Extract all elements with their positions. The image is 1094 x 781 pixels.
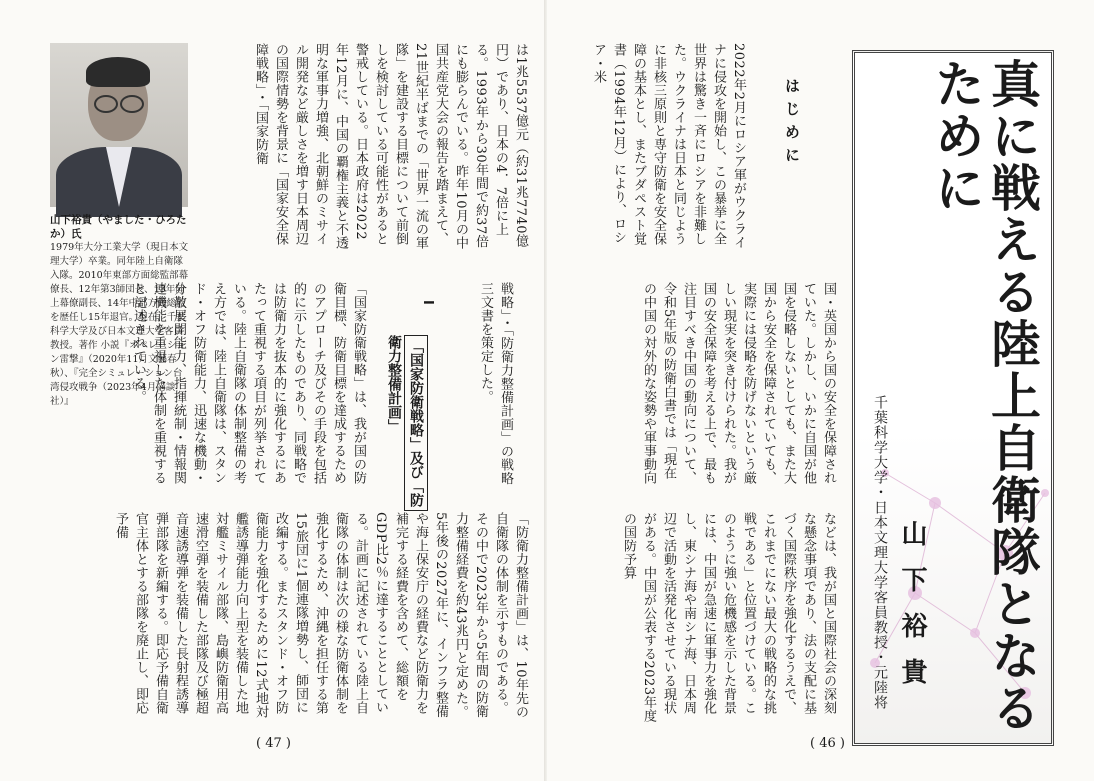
- body-column-national-defense-strategy: 「国家防衛戦略」は、我が国の防衛目標、防衛目標を達成するためのアプローチ及びその手段を包括的に示したものであり、同戦略では防衛力を抜本的に強化するにあたって重視する項目が列挙されている。陸上自衛隊の体制整備の考え方では、陸上自衛隊は、スタンド・オフ防衛能力、迅速な機動・分散展開能力、指揮統制・情報関連機能を重視した体制を重視すると記述されている。: [131, 282, 366, 485]
- section-number: I: [420, 300, 435, 305]
- author-name: 山下裕貴: [897, 520, 927, 704]
- section-heading-line-1: 「国家防衛戦略」及び「防: [404, 335, 428, 511]
- body-column-intro: 2022年2月にロシア軍がウクライナに侵攻を開始し、この暴挙に全世界は驚き一斉にロシアを非難した。ウクライナは日本と同じように非核三原則と専守防衛を安全保障の基本とし、またブダペスト覚書（1994年12月）により、ロシア・米: [591, 43, 746, 249]
- page-number-47: ( 47 ): [256, 736, 291, 751]
- body-column-strategy-documents: 戦略」・「防衛力整備計画」の戦略三文書を策定した。: [478, 282, 513, 485]
- article-title: 真に戦える陸上自衛隊となるために: [927, 58, 1041, 734]
- page-number-46: ( 46 ): [810, 736, 845, 751]
- body-column-buildup-plan: 「防衛力整備計画」は、10年先の自衛隊の体制を示すものである。その中で2023年から5年間の防衛力整備経費を約43兆円と定めた。5年後の2027年に、インフラ整備や海上保安庁の経費など防衛力を補完する経費を含めて、総額をGDP比2％に達することとしている。計画に記述されている陸上自衛隊の体制は次の様な防衛体制を強化するため、沖縄を担任する第15旅団に1個連隊増勢し、師団に改編する。またスタンド・オフ防衛能力を強化するために12式地対艦誘導弾能力向上型を装備した地対艦ミサイル部隊、島嶼防衛用高速滑空弾を装備した部隊及び極超音速誘導弾を装備した長射程誘導弾部隊を新編する。即応予備自衛官主体とする部隊を廃止し、即応予備: [113, 512, 528, 719]
- caption-name: 山下裕貴（やました・ひろたか）氏: [50, 214, 187, 240]
- section-heading-intro: はじめに: [783, 78, 801, 170]
- author-affiliation: 千葉科学大学・日本文理大学客員教授・元陸将: [872, 395, 888, 710]
- body-column-top: は1兆5537億元（約31兆7740億円）であり、日本の4．7倍に上る。1993年から30年間で約37倍にも膨らんでいる。昨年10月の中国共産党大会の報告を踏まえて、21世紀半ばまでの「世界一流の軍隊」を建設する目標について前倒しを検討している可能性があると警戒している。日本政府は2022年12月に、中国の覇権主義と不透明な軍事力増強、北朝鮮のミサイル開発など厳しさを増す日本周辺の国際情勢を背景に「国家安全保障戦略」・「国家防衛: [253, 43, 528, 250]
- body-column-china-threat: などは、我が国と国際社会の深刻な懸念事項であり、法の支配に基づく国際秩序を強化するうえで、これまでにない最大の戦略的な挑戦である」と位置づけている。このように強い危機感を示した背景には、中国が急速に軍事力を強化し、東シナ海や南シナ海、日本周辺で活動を活発化させている現状がある。中国が公表する2023年度の国防予算: [621, 512, 836, 723]
- author-portrait: [50, 43, 188, 207]
- caption-bio: 1979年大分工業大学（現日本文理大学）卒業。同年陸上自衛隊入隊。2010年東部方面総監部幕僚長、12年第3師団長、13年陸上幕僚副長、14年中部方面総監を歴任し15年退官。現在、千葉科学大学及び日本文理大学客員教授。著作 小説『オペレーション雷撃』（2020年11月文藝春秋）、『完全シミュレーション台湾侵攻戦争（2023年4月講談社）』: [50, 242, 189, 407]
- body-column-security: 国・英国から国の安全を保障されていた。しかし、いかに自国が他国を侵略しないとしても、また大国から安全を保障されていても、実際には侵略を防げないという厳しい現実を突き付けられた。我が国の安全保障を考える上で、最も注目すべき中国の動向について、令和5年版の防衛白書では「現在の中国の対外的な姿勢や軍事動向: [641, 282, 836, 485]
- section-heading-line-2: 衛力整備計画」: [386, 335, 402, 433]
